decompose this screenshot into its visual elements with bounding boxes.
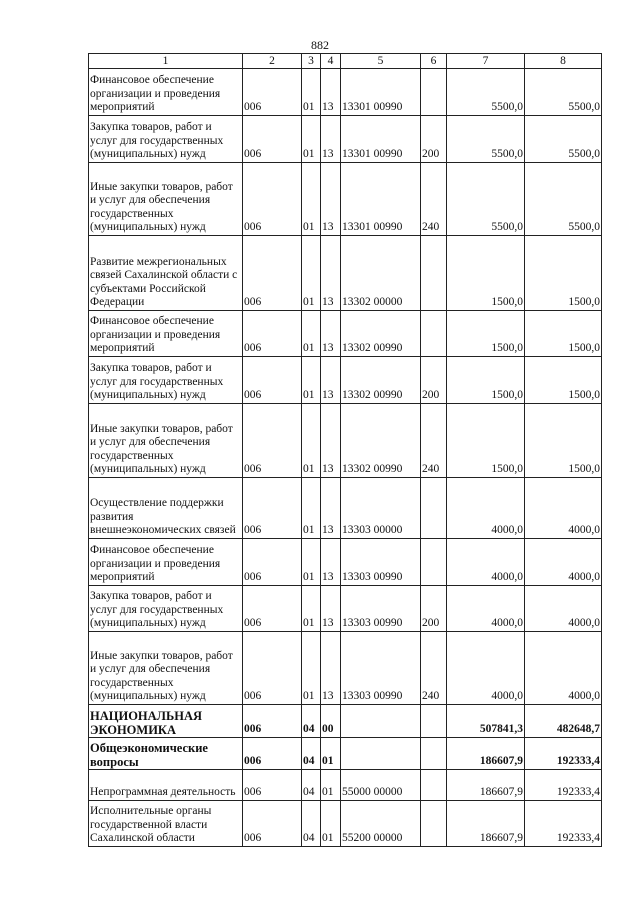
page-number: 882 [311,38,329,52]
amount-year-1-cell: 507841,3 [447,705,525,738]
target-article-cell: 55000 00000 [341,770,421,801]
amount-year-2-cell: 4000,0 [525,586,602,632]
subsection-cell: 13 [321,311,341,357]
amount-year-2-cell: 1500,0 [525,357,602,404]
amount-year-2-cell: 5500,0 [525,116,602,163]
subsection-cell: 13 [321,69,341,116]
header-cell: 8 [525,54,602,69]
amount-year-1-cell: 4000,0 [447,632,525,705]
amount-year-1-cell: 1500,0 [447,404,525,478]
target-article-cell: 13301 00990 [341,69,421,116]
header-cell: 2 [243,54,302,69]
amount-year-1-cell: 1500,0 [447,236,525,311]
expense-type-cell [421,705,447,738]
expense-type-cell [421,69,447,116]
expense-type-cell: 200 [421,586,447,632]
header-cell: 6 [421,54,447,69]
section-cell: 01 [302,69,321,116]
amount-year-2-cell: 5500,0 [525,69,602,116]
expense-type-cell: 200 [421,116,447,163]
target-article-cell: 13303 00990 [341,539,421,586]
header-cell: 5 [341,54,421,69]
amount-year-2-cell: 5500,0 [525,163,602,236]
admin-code-cell: 006 [243,357,302,404]
section-cell: 01 [302,311,321,357]
target-article-cell: 13303 00000 [341,478,421,539]
amount-year-1-cell: 1500,0 [447,311,525,357]
amount-year-1-cell: 5500,0 [447,163,525,236]
admin-code-cell: 006 [243,116,302,163]
subsection-cell: 01 [321,770,341,801]
admin-code-cell: 006 [243,478,302,539]
budget-table [88,53,602,847]
table-row [89,705,602,738]
row-name-cell: Иные закупки товаров, работ и услуг для обеспечения государственных (муниципальных) нужд [89,404,243,478]
subsection-cell: 01 [321,801,341,847]
section-cell: 01 [302,539,321,586]
subsection-cell: 13 [321,586,341,632]
admin-code-cell: 006 [243,770,302,801]
target-article-cell: 13301 00990 [341,116,421,163]
amount-year-1-cell: 4000,0 [447,586,525,632]
target-article-cell [341,705,421,738]
subsection-cell: 13 [321,116,341,163]
row-name-cell: Непрограммная деятельность [89,770,243,801]
table-row [89,478,602,539]
subsection-cell: 13 [321,163,341,236]
table-row [89,163,602,236]
subsection-cell: 00 [321,705,341,738]
section-cell: 04 [302,770,321,801]
header-cell: 3 [302,54,321,69]
table-row [89,116,602,163]
admin-code-cell: 006 [243,705,302,738]
section-cell: 04 [302,705,321,738]
table-row [89,770,602,801]
target-article-cell: 13302 00990 [341,404,421,478]
amount-year-1-cell: 186607,9 [447,770,525,801]
subsection-cell: 13 [321,478,341,539]
expense-type-cell: 240 [421,163,447,236]
admin-code-cell: 006 [243,311,302,357]
header-cell: 1 [89,54,243,69]
section-cell: 04 [302,738,321,770]
expense-type-cell [421,770,447,801]
section-cell: 01 [302,236,321,311]
row-name-cell: Иные закупки товаров, работ и услуг для обеспечения государственных (муниципальных) нужд [89,163,243,236]
amount-year-1-cell: 186607,9 [447,738,525,770]
table-row [89,357,602,404]
row-name-cell: Финансовое обеспечение организации и проведения мероприятий [89,311,243,357]
expense-type-cell: 240 [421,404,447,478]
subsection-cell: 13 [321,236,341,311]
table-row [89,311,602,357]
subsection-cell: 13 [321,404,341,478]
target-article-cell: 55200 00000 [341,801,421,847]
row-name-cell: Закупка товаров, работ и услуг для государственных (муниципальных) нужд [89,357,243,404]
amount-year-2-cell: 192333,4 [525,770,602,801]
subsection-cell: 13 [321,632,341,705]
row-name-cell: Общеэкономические вопросы [89,738,243,770]
row-name-cell: Иные закупки товаров, работ и услуг для обеспечения государственных (муниципальных) нужд [89,632,243,705]
row-name-cell: НАЦИОНАЛЬНАЯ ЭКОНОМИКА [89,705,243,738]
expense-type-cell [421,236,447,311]
expense-type-cell [421,801,447,847]
admin-code-cell: 006 [243,586,302,632]
row-name-cell: Закупка товаров, работ и услуг для государственных (муниципальных) нужд [89,586,243,632]
expense-type-cell: 200 [421,357,447,404]
admin-code-cell: 006 [243,539,302,586]
target-article-cell: 13302 00990 [341,311,421,357]
amount-year-1-cell: 4000,0 [447,539,525,586]
section-cell: 01 [302,357,321,404]
table-row [89,586,602,632]
target-article-cell: 13302 00000 [341,236,421,311]
amount-year-2-cell: 1500,0 [525,404,602,478]
section-cell: 01 [302,404,321,478]
row-name-cell: Закупка товаров, работ и услуг для государственных (муниципальных) нужд [89,116,243,163]
amount-year-2-cell: 192333,4 [525,738,602,770]
table-row [89,801,602,847]
table-row [89,69,602,116]
table-header-row [89,54,602,69]
section-cell: 01 [302,478,321,539]
admin-code-cell: 006 [243,236,302,311]
table-row [89,404,602,478]
expense-type-cell [421,311,447,357]
expense-type-cell [421,478,447,539]
amount-year-2-cell: 4000,0 [525,539,602,586]
table-row [89,632,602,705]
target-article-cell: 13302 00990 [341,357,421,404]
admin-code-cell: 006 [243,404,302,478]
table-row [89,738,602,770]
amount-year-2-cell: 482648,7 [525,705,602,738]
amount-year-2-cell: 4000,0 [525,478,602,539]
row-name-cell: Развитие межрегиональных связей Сахалинской области с субъектами Российской Федерации [89,236,243,311]
row-name-cell: Исполнительные органы государственной власти Сахалинской области [89,801,243,847]
section-cell: 01 [302,586,321,632]
expense-type-cell [421,539,447,586]
admin-code-cell: 006 [243,738,302,770]
target-article-cell: 13301 00990 [341,163,421,236]
admin-code-cell: 006 [243,69,302,116]
row-name-cell: Осуществление поддержки развития внешнеэкономических связей [89,478,243,539]
table-row [89,236,602,311]
subsection-cell: 13 [321,539,341,586]
section-cell: 01 [302,116,321,163]
admin-code-cell: 006 [243,163,302,236]
amount-year-1-cell: 5500,0 [447,69,525,116]
amount-year-2-cell: 1500,0 [525,311,602,357]
amount-year-2-cell: 1500,0 [525,236,602,311]
amount-year-1-cell: 4000,0 [447,478,525,539]
target-article-cell [341,738,421,770]
expense-type-cell: 240 [421,632,447,705]
amount-year-1-cell: 186607,9 [447,801,525,847]
row-name-cell: Финансовое обеспечение организации и проведения мероприятий [89,539,243,586]
target-article-cell: 13303 00990 [341,586,421,632]
admin-code-cell: 006 [243,632,302,705]
amount-year-2-cell: 192333,4 [525,801,602,847]
amount-year-2-cell: 4000,0 [525,632,602,705]
admin-code-cell: 006 [243,801,302,847]
amount-year-1-cell: 1500,0 [447,357,525,404]
header-cell: 4 [321,54,341,69]
target-article-cell: 13303 00990 [341,632,421,705]
row-name-cell: Финансовое обеспечение организации и проведения мероприятий [89,69,243,116]
section-cell: 01 [302,632,321,705]
table-row [89,539,602,586]
section-cell: 01 [302,163,321,236]
subsection-cell: 01 [321,738,341,770]
expense-type-cell [421,738,447,770]
amount-year-1-cell: 5500,0 [447,116,525,163]
header-cell: 7 [447,54,525,69]
subsection-cell: 13 [321,357,341,404]
section-cell: 04 [302,801,321,847]
